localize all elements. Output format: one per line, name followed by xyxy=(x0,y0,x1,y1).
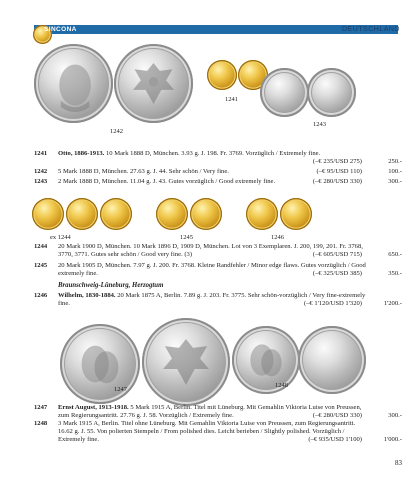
country-heading: DEUTSCHLAND xyxy=(341,26,400,33)
lot-number: 1245 xyxy=(34,262,48,269)
brand-name: SINCONA xyxy=(44,25,77,33)
coin-1247-reverse xyxy=(142,318,230,406)
lot-estimate: (–€ 235/USD 275) xyxy=(312,158,362,166)
lot-estimate: (–€ 280/USD 330) xyxy=(312,178,362,185)
lot-price: 650.- xyxy=(388,251,402,259)
lot-price: 350.- xyxy=(388,270,402,278)
coin-label-1246: 1246 xyxy=(271,234,284,241)
coin-1241-obverse xyxy=(207,60,237,90)
lot-price: 250.- xyxy=(388,158,402,166)
coin-label-1244: ex 1244 xyxy=(50,234,71,241)
lot-estimate: (–€ 325/USD 385) xyxy=(312,270,362,278)
coin-1242-obverse xyxy=(34,44,113,123)
section-heading: Braunschweig-Lüneburg, Herzogtum xyxy=(58,282,164,289)
lot-price: 100.- xyxy=(388,168,402,175)
double-portrait-icon xyxy=(60,324,140,404)
coin-1243-obverse xyxy=(260,68,309,117)
lot-1242 xyxy=(34,168,402,176)
lot-ruler: Ernst August, 1913-1918. xyxy=(58,404,129,411)
lot-estimate: (–€ 95/USD 110) xyxy=(316,168,362,175)
lot-description: 2 Mark 1888 D, München. 11.04 g. J. 43. Gutes vorzüglich / Good extremely fine. xyxy=(58,178,276,185)
lot-estimate: (–€ 605/USD 715) xyxy=(312,251,362,259)
lot-description: 20 Mark 1905 D, München. 7.97 g. J. 200. Fr. 3768. Kleine Randfehler / Minor edge flaws. Gutes vorzüglich / Good extremely fine. xyxy=(58,262,366,278)
lot-description: 20 Mark 1900 D, München. 10 Mark 1896 D, 1909 D, München. Lot von 3 Exemplaren. J. 200, 199, 201. Fr. 3768, 3770, 3771. Gutes sehr schön / Good very fine. (3) xyxy=(58,243,363,259)
lot-estimate: (–€ 935/USD 1'100) xyxy=(308,436,362,444)
coin-label-1247: 1247 xyxy=(114,386,127,393)
lot-1247 xyxy=(34,404,402,420)
lot-description: 5 Mark 1888 D, München. 27.63 g. J. 44. Sehr schön / Very fine. xyxy=(58,168,229,175)
lot-ruler: Wilhelm, 1830-1884. xyxy=(58,292,116,299)
coin-1246-reverse xyxy=(280,198,312,230)
lot-price: 1'200.- xyxy=(383,300,402,308)
coin-1246-obverse xyxy=(246,198,278,230)
eagle-icon xyxy=(142,318,230,406)
lot-description: 5 Mark 1915 A, Berlin. Titel mit Lüneburg. Mit Gemahlin Viktoria Luise von Preussen, zum Regierungsantritt. 27.76 g. J. 58. Vorzüglich / Extremely fine. xyxy=(58,404,362,420)
lot-number: 1247 xyxy=(34,404,48,411)
lot-number: 1241 xyxy=(34,150,48,157)
lot-description: 10 Mark 1888 D, München. 3.93 g. J. 198. Fr. 3769. Vorzüglich / Extremely fine. xyxy=(106,150,321,157)
coin-1244a-obverse xyxy=(32,198,64,230)
coin-1248-reverse xyxy=(298,326,366,394)
coin-label-1241: 1241 xyxy=(225,96,238,103)
lot-description: 20 Mark 1875 A, Berlin. 7.89 g. J. 203. Fr. 3775. Sehr schön-vorzüglich / Very fine-extremely fine. xyxy=(58,292,366,308)
lot-number: 1242 xyxy=(34,168,48,175)
coin-1242-reverse xyxy=(114,44,193,123)
coin-1243-reverse xyxy=(307,68,356,117)
lot-number: 1246 xyxy=(34,292,48,299)
lot-number: 1243 xyxy=(34,178,48,185)
coin-1244a-reverse xyxy=(66,198,98,230)
lot-number: 1248 xyxy=(34,420,48,427)
lot-1248 xyxy=(34,420,402,445)
coin-label-1243: 1243 xyxy=(313,121,326,128)
coin-1248-obverse xyxy=(232,326,300,394)
lot-1241 xyxy=(34,150,402,166)
lot-estimate: (–€ 280/USD 330) xyxy=(312,412,362,420)
lot-1246 xyxy=(34,292,402,308)
lot-ruler: Otto, 1886-1913. xyxy=(58,150,105,157)
double-portrait-icon xyxy=(232,326,300,394)
coin-label-1245: 1245 xyxy=(180,234,193,241)
lot-description: 3 Mark 1915 A, Berlin. Titel ohne Lüneburg. Mit Gemahlin Viktoria Luise von Preussen, zum Regierungsantritt. 16.62 g. J. 55. Von polierten Stempeln / From polished dies. Leicht berieben / Slightly polished. Vorzüglich / Extremely fine. xyxy=(58,420,356,444)
coin-1247-obverse xyxy=(60,324,140,404)
coin-1244b-obverse xyxy=(100,198,132,230)
portrait-icon xyxy=(34,44,113,123)
lot-estimate: (–€ 1'120/USD 1'320) xyxy=(303,300,362,308)
lot-1245 xyxy=(34,262,402,278)
lot-price: 300.- xyxy=(388,412,402,420)
coin-label-1242: 1242 xyxy=(110,128,123,135)
coin-1245-obverse xyxy=(156,198,188,230)
lot-1244 xyxy=(34,243,402,259)
lot-price: 1'000.- xyxy=(383,436,402,444)
eagle-icon xyxy=(114,44,193,123)
coin-label-1248: 1248 xyxy=(275,382,288,389)
lot-1243 xyxy=(34,178,402,186)
lot-price: 300.- xyxy=(388,178,402,185)
coin-1245-reverse xyxy=(190,198,222,230)
lot-number: 1244 xyxy=(34,243,48,250)
page-number: 83 xyxy=(395,459,402,467)
